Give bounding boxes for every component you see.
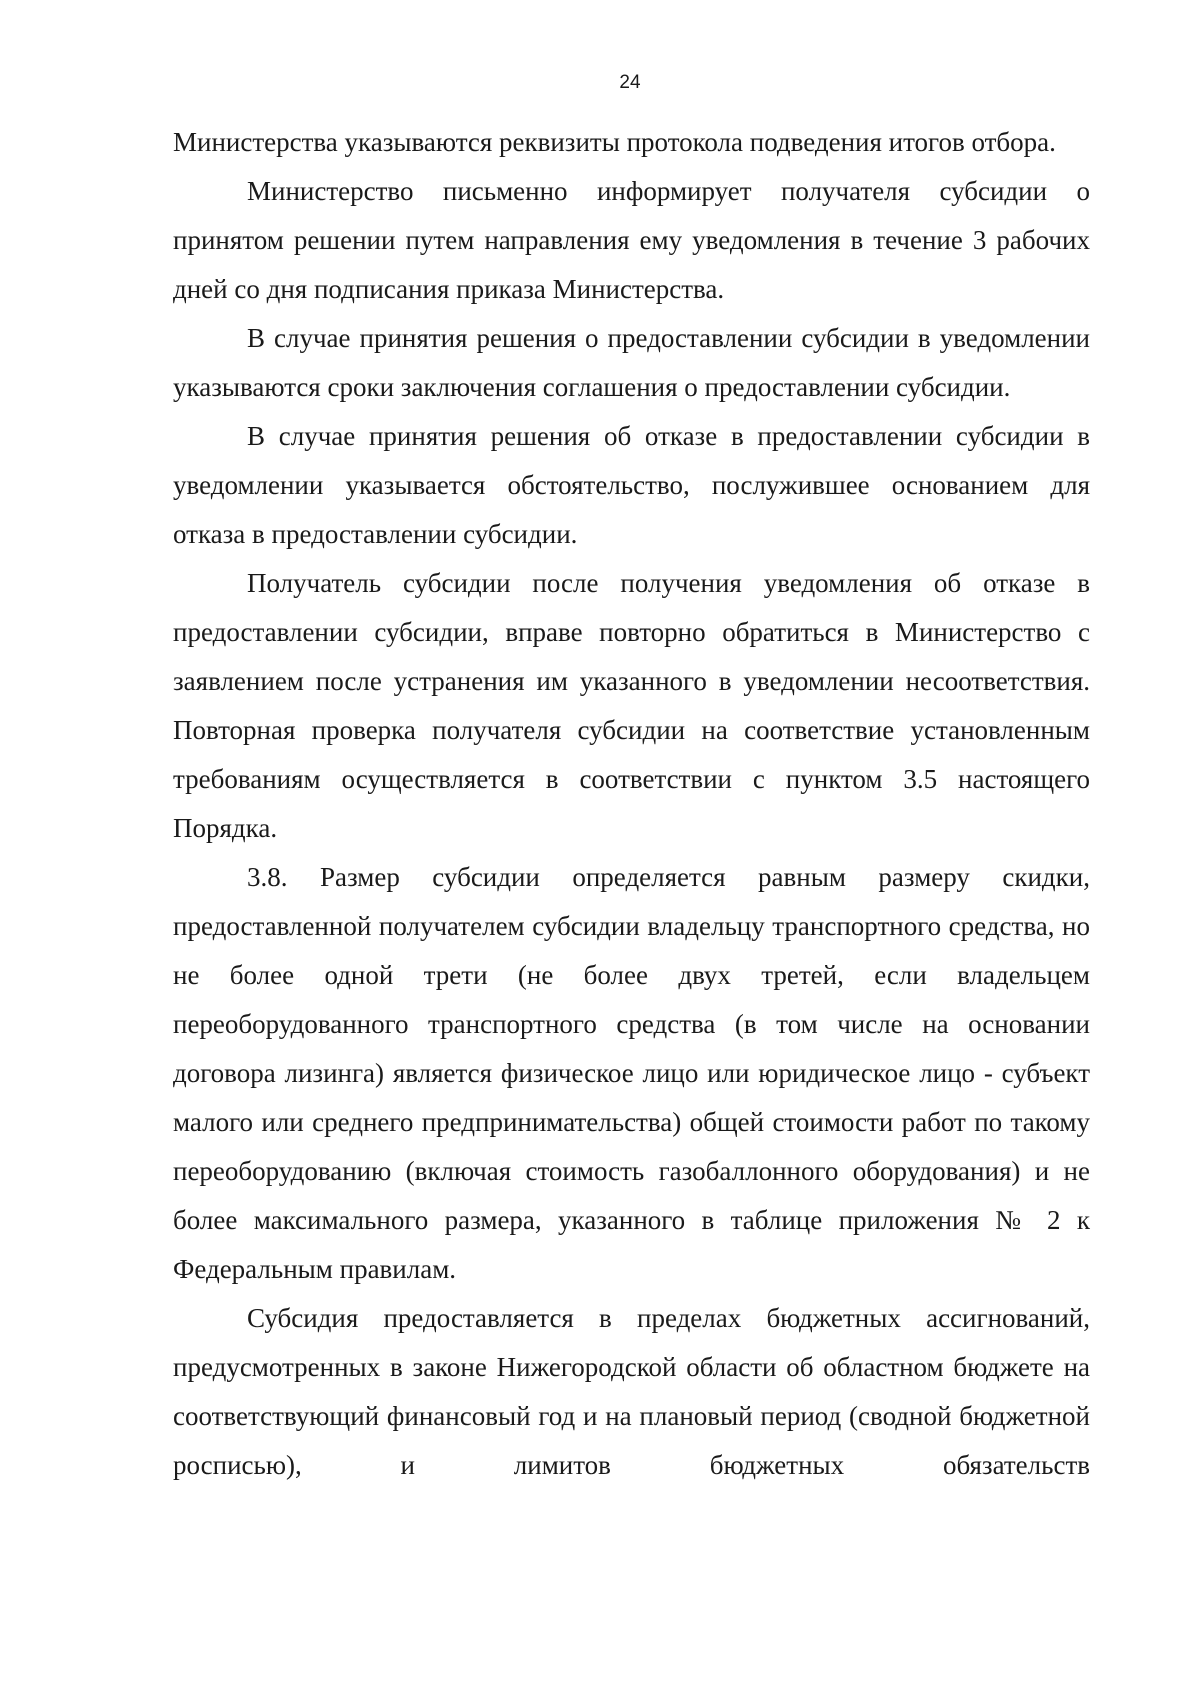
document-body <box>173 118 1090 1490</box>
paragraph-3: В случае принятия решения о предоставлении субсидии в уведомлении указываются сроки заключения соглашения о предоставлении субсидии. <box>173 323 1090 402</box>
paragraph-2: Министерство письменно информирует получателя субсидии о принятом решении путем направления ему уведомления в течение 3 рабочих дней со дня подписания приказа Министерства. <box>173 176 1090 304</box>
paragraph-4: В случае принятия решения об отказе в предоставлении субсидии в уведомлении указывается обстоятельство, послужившее основанием для отказа в предоставлении субсидии. <box>173 421 1090 549</box>
page-number: 24 <box>619 72 641 93</box>
paragraph-1: Министерства указываются реквизиты протокола подведения итогов отбора. <box>173 127 1056 157</box>
paragraph-6: 3.8. Размер субсидии определяется равным размеру скидки, предоставленной получателем субсидии владельцу транспортного средства, но не более одной трети (не более двух третей, если владельцем переоборудованного транспортного средства (в том числе на основании договора лизинга) является физическое лицо или юридическое лицо - субъект малого или среднего предпринимательства) общей стоимости работ по такому переоборудованию (включая стоимость газобаллонного оборудования) и не более максимального размера, указанного в таблице приложения № 2 к Федеральным правилам. <box>173 862 1090 1284</box>
paragraph-7: Субсидия предоставляется в пределах бюджетных ассигнований, предусмотренных в законе Нижегородской области об областном бюджете на соответствующий финансовый год и на плановый период (сводной бюджетной росписью), и лимитов бюджетных обязательств <box>173 1303 1090 1480</box>
paragraph-5: Получатель субсидии после получения уведомления об отказе в предоставлении субсидии, вправе повторно обратиться в Министерство с заявлением после устранения им указанного в уведомлении несоответствия. Повторная проверка получателя субсидии на соответствие установленным требованиям осуществляется в соответствии с пунктом 3.5 настоящего Порядка. <box>173 568 1090 843</box>
